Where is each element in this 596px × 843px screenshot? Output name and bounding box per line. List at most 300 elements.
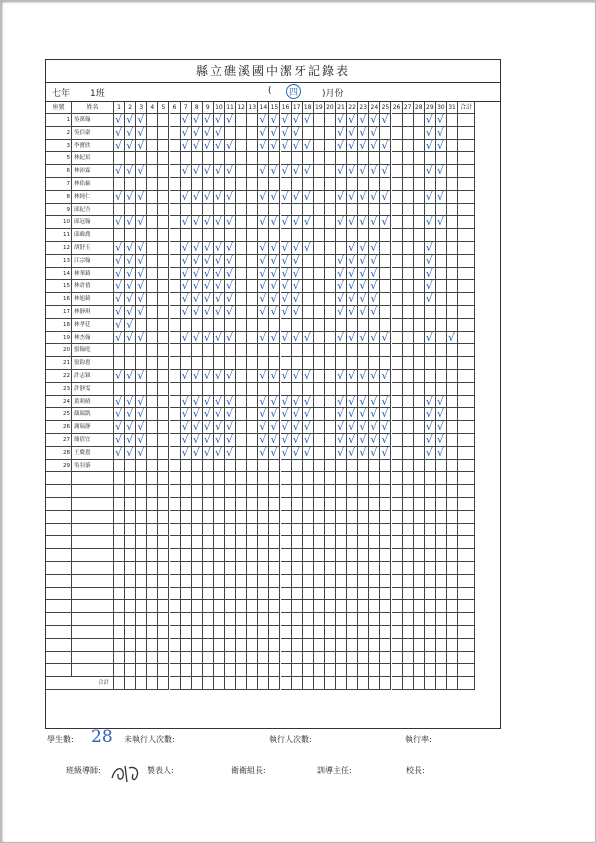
total-cell	[292, 677, 303, 690]
check-mark: √	[303, 215, 311, 229]
check-mark: √	[126, 164, 134, 178]
day-cell	[236, 370, 247, 383]
day-cell	[247, 293, 258, 306]
header-day: 19	[314, 102, 325, 114]
day-cell	[403, 511, 414, 524]
day-cell	[403, 204, 414, 217]
day-cell	[136, 498, 147, 511]
day-cell	[369, 332, 380, 345]
day-cell	[358, 588, 369, 601]
total-cell	[336, 677, 347, 690]
teacher-label: 班級導師:	[66, 766, 101, 775]
day-cell	[292, 114, 303, 127]
day-cell	[225, 421, 236, 434]
day-cell	[403, 293, 414, 306]
day-cell	[447, 357, 458, 370]
day-cell	[181, 652, 192, 665]
day-cell	[214, 460, 225, 473]
day-cell	[214, 216, 225, 229]
day-cell	[347, 114, 358, 127]
day-cell	[303, 549, 314, 562]
day-cell	[214, 549, 225, 562]
day-cell	[325, 524, 336, 537]
check-mark: √	[181, 279, 189, 293]
check-mark: √	[359, 292, 367, 306]
day-cell	[403, 191, 414, 204]
day-cell	[447, 268, 458, 281]
check-mark: √	[126, 215, 134, 229]
day-cell	[192, 588, 203, 601]
day-cell	[403, 306, 414, 319]
day-cell	[414, 204, 425, 217]
check-mark: √	[137, 394, 145, 408]
day-cell	[269, 293, 280, 306]
check-mark: √	[137, 292, 145, 306]
day-cell	[114, 421, 125, 434]
day-cell	[281, 255, 292, 268]
header-day: 10	[214, 102, 225, 114]
day-cell	[325, 626, 336, 639]
check-mark: √	[381, 189, 389, 203]
day-cell	[203, 639, 214, 652]
total-cell	[247, 677, 258, 690]
check-mark: √	[181, 394, 189, 408]
day-cell	[325, 536, 336, 549]
day-cell	[347, 447, 358, 460]
check-mark: √	[203, 253, 211, 267]
check-mark: √	[137, 279, 145, 293]
day-cell	[347, 460, 358, 473]
day-cell	[336, 242, 347, 255]
day-cell	[358, 511, 369, 524]
day-cell	[403, 549, 414, 562]
check-mark: √	[259, 279, 267, 293]
day-cell	[358, 421, 369, 434]
header-day: 17	[292, 102, 303, 114]
day-cell	[236, 255, 247, 268]
day-cell	[325, 191, 336, 204]
check-mark: √	[203, 164, 211, 178]
day-cell	[247, 664, 258, 677]
day-cell	[336, 472, 347, 485]
day-cell	[181, 114, 192, 127]
day-cell	[325, 280, 336, 293]
day-cell	[170, 639, 181, 652]
check-mark: √	[126, 125, 134, 139]
day-cell	[380, 408, 391, 421]
day-cell	[336, 396, 347, 409]
day-cell	[114, 280, 125, 293]
check-mark: √	[348, 394, 356, 408]
check-mark: √	[181, 164, 189, 178]
day-cell	[425, 357, 436, 370]
seat-number	[46, 626, 72, 639]
day-cell	[192, 600, 203, 613]
record-form	[45, 59, 501, 729]
check-mark: √	[303, 164, 311, 178]
day-cell	[347, 319, 358, 332]
day-cell	[225, 652, 236, 665]
class-label: 1班	[90, 89, 105, 99]
day-cell	[269, 127, 280, 140]
day-cell	[136, 613, 147, 626]
day-cell	[403, 626, 414, 639]
day-cell	[192, 178, 203, 191]
day-cell	[358, 204, 369, 217]
check-mark: √	[126, 305, 134, 318]
check-mark: √	[281, 292, 289, 306]
day-cell	[292, 498, 303, 511]
check-mark: √	[181, 253, 189, 267]
day-cell	[303, 268, 314, 281]
day-cell	[314, 408, 325, 421]
total-cell	[314, 677, 325, 690]
day-cell	[247, 447, 258, 460]
check-mark: √	[126, 317, 134, 331]
day-cell	[181, 242, 192, 255]
form-title: 縣立礁溪國中潔牙記錄表	[46, 60, 500, 83]
check-mark: √	[270, 407, 278, 421]
day-cell	[281, 613, 292, 626]
day-cell	[336, 434, 347, 447]
check-mark: √	[425, 253, 433, 267]
day-cell	[225, 447, 236, 460]
day-cell	[136, 306, 147, 319]
day-cell	[269, 460, 280, 473]
day-cell	[436, 332, 447, 345]
day-cell	[303, 536, 314, 549]
check-mark: √	[281, 394, 289, 408]
day-cell	[369, 536, 380, 549]
header-day: 15	[269, 102, 280, 114]
day-cell	[314, 165, 325, 178]
day-cell	[258, 191, 269, 204]
day-cell	[380, 306, 391, 319]
day-cell	[281, 408, 292, 421]
day-cell	[225, 332, 236, 345]
check-mark: √	[192, 164, 200, 178]
day-cell	[247, 114, 258, 127]
day-cell	[181, 562, 192, 575]
day-cell	[425, 280, 436, 293]
check-mark: √	[370, 215, 378, 229]
day-cell	[347, 396, 358, 409]
day-cell	[325, 332, 336, 345]
day-cell	[214, 421, 225, 434]
day-cell	[170, 114, 181, 127]
check-mark: √	[370, 189, 378, 203]
day-cell	[125, 191, 136, 204]
check-mark: √	[126, 445, 134, 459]
day-cell	[125, 229, 136, 242]
day-cell	[458, 306, 475, 319]
day-cell	[158, 357, 169, 370]
day-cell	[336, 549, 347, 562]
day-cell	[414, 229, 425, 242]
day-cell	[403, 600, 414, 613]
day-cell	[436, 370, 447, 383]
check-mark: √	[226, 253, 234, 267]
day-cell	[269, 498, 280, 511]
day-cell	[258, 344, 269, 357]
day-cell	[414, 396, 425, 409]
day-cell	[136, 575, 147, 588]
day-cell	[181, 434, 192, 447]
day-cell	[292, 600, 303, 613]
day-cell	[436, 268, 447, 281]
day-cell	[247, 549, 258, 562]
seat-number: 9	[46, 204, 72, 217]
day-cell	[358, 639, 369, 652]
day-cell	[292, 293, 303, 306]
day-cell	[225, 434, 236, 447]
day-cell	[380, 165, 391, 178]
day-cell	[114, 472, 125, 485]
day-cell	[314, 204, 325, 217]
day-cell	[181, 319, 192, 332]
health-label: 衛衛組長:	[231, 766, 266, 775]
day-cell	[247, 204, 258, 217]
check-mark: √	[214, 125, 222, 139]
day-cell	[458, 421, 475, 434]
day-cell	[425, 575, 436, 588]
check-mark: √	[192, 189, 200, 203]
day-cell	[181, 396, 192, 409]
day-cell	[347, 664, 358, 677]
check-mark: √	[137, 215, 145, 229]
day-cell	[314, 639, 325, 652]
day-cell	[281, 293, 292, 306]
day-cell	[425, 165, 436, 178]
day-cell	[236, 280, 247, 293]
day-cell	[203, 434, 214, 447]
day-cell	[358, 549, 369, 562]
day-cell	[247, 421, 258, 434]
check-mark: √	[126, 279, 134, 293]
day-cell	[414, 165, 425, 178]
student-name	[72, 626, 114, 639]
student-name	[72, 536, 114, 549]
header-day: 16	[281, 102, 292, 114]
day-cell	[336, 639, 347, 652]
day-cell	[170, 447, 181, 460]
day-cell	[425, 191, 436, 204]
day-cell	[136, 178, 147, 191]
day-cell	[269, 370, 280, 383]
day-cell	[347, 370, 358, 383]
day-cell	[192, 562, 203, 575]
day-cell	[170, 204, 181, 217]
student-name: 林紀瑄	[72, 152, 114, 165]
day-cell	[358, 319, 369, 332]
check-mark: √	[370, 394, 378, 408]
check-mark: √	[370, 253, 378, 267]
day-cell	[158, 472, 169, 485]
day-cell	[114, 332, 125, 345]
seat-number	[46, 575, 72, 588]
header-name: 姓名	[72, 102, 114, 114]
day-cell	[158, 562, 169, 575]
check-mark: √	[292, 189, 300, 203]
day-cell	[258, 127, 269, 140]
day-cell	[325, 434, 336, 447]
day-cell	[447, 344, 458, 357]
day-cell	[281, 344, 292, 357]
day-cell	[447, 639, 458, 652]
day-cell	[281, 588, 292, 601]
day-cell	[269, 472, 280, 485]
day-cell	[114, 191, 125, 204]
day-cell	[403, 280, 414, 293]
check-mark: √	[348, 445, 356, 459]
check-mark: √	[270, 445, 278, 459]
day-cell	[436, 140, 447, 153]
day-cell	[136, 549, 147, 562]
day-cell	[269, 511, 280, 524]
day-cell	[314, 536, 325, 549]
day-cell	[281, 140, 292, 153]
total-cell	[125, 677, 136, 690]
seat-number: 13	[46, 255, 72, 268]
day-cell	[247, 332, 258, 345]
day-cell	[269, 114, 280, 127]
day-cell	[236, 306, 247, 319]
seat-number: 15	[46, 280, 72, 293]
day-cell	[147, 396, 158, 409]
check-mark: √	[425, 189, 433, 203]
day-cell	[269, 152, 280, 165]
month-value: 四	[286, 84, 301, 99]
seat-number	[46, 511, 72, 524]
day-cell	[414, 293, 425, 306]
day-cell	[403, 472, 414, 485]
day-cell	[336, 293, 347, 306]
header-day: 4	[147, 102, 158, 114]
day-cell	[214, 114, 225, 127]
check-mark: √	[126, 266, 134, 280]
day-cell	[236, 447, 247, 460]
day-cell	[158, 370, 169, 383]
check-mark: √	[270, 215, 278, 229]
day-cell	[314, 664, 325, 677]
day-cell	[258, 588, 269, 601]
day-cell	[292, 140, 303, 153]
check-mark: √	[436, 138, 444, 152]
header-day: 2	[125, 102, 136, 114]
day-cell	[380, 613, 391, 626]
day-cell	[136, 127, 147, 140]
total-cell	[114, 677, 125, 690]
day-cell	[147, 140, 158, 153]
day-cell	[303, 178, 314, 191]
day-cell	[336, 652, 347, 665]
day-cell	[303, 485, 314, 498]
check-mark: √	[259, 369, 267, 382]
check-mark: √	[381, 215, 389, 229]
day-cell	[325, 511, 336, 524]
day-cell	[214, 229, 225, 242]
day-cell	[380, 664, 391, 677]
day-cell	[147, 485, 158, 498]
day-cell	[203, 664, 214, 677]
day-cell	[203, 447, 214, 460]
check-mark: √	[337, 113, 345, 126]
day-cell	[447, 447, 458, 460]
day-cell	[181, 524, 192, 537]
day-cell	[403, 396, 414, 409]
day-cell	[192, 421, 203, 434]
day-cell	[125, 306, 136, 319]
day-cell	[392, 447, 403, 460]
day-cell	[114, 319, 125, 332]
day-cell	[369, 268, 380, 281]
day-cell	[236, 165, 247, 178]
day-cell	[203, 588, 214, 601]
day-cell	[247, 191, 258, 204]
day-cell	[203, 191, 214, 204]
day-cell	[114, 357, 125, 370]
day-cell	[114, 485, 125, 498]
day-cell	[125, 344, 136, 357]
header-day: 30	[436, 102, 447, 114]
check-mark: √	[115, 215, 123, 229]
day-cell	[147, 280, 158, 293]
day-cell	[436, 293, 447, 306]
day-cell	[403, 344, 414, 357]
day-cell	[114, 408, 125, 421]
day-cell	[281, 357, 292, 370]
day-cell	[314, 370, 325, 383]
day-cell	[347, 613, 358, 626]
day-cell	[303, 127, 314, 140]
day-cell	[458, 114, 475, 127]
day-cell	[403, 114, 414, 127]
day-cell	[380, 191, 391, 204]
check-mark: √	[259, 125, 267, 139]
day-cell	[325, 216, 336, 229]
day-cell	[292, 421, 303, 434]
check-mark: √	[381, 394, 389, 408]
day-cell	[358, 370, 369, 383]
day-cell	[425, 562, 436, 575]
day-cell	[225, 229, 236, 242]
check-mark: √	[337, 369, 345, 382]
day-cell	[414, 242, 425, 255]
check-mark: √	[370, 241, 378, 254]
day-cell	[336, 536, 347, 549]
day-cell	[392, 511, 403, 524]
day-cell	[225, 588, 236, 601]
check-mark: √	[126, 253, 134, 267]
day-cell	[425, 152, 436, 165]
day-cell	[247, 152, 258, 165]
day-cell	[369, 588, 380, 601]
day-cell	[292, 370, 303, 383]
seat-number: 6	[46, 165, 72, 178]
check-mark: √	[226, 279, 234, 293]
day-cell	[181, 536, 192, 549]
day-cell	[392, 114, 403, 127]
check-mark: √	[137, 445, 145, 459]
day-cell	[314, 562, 325, 575]
student-name: 胡舒玉	[72, 242, 114, 255]
check-mark: √	[192, 279, 200, 293]
check-mark: √	[270, 330, 278, 344]
check-mark: √	[259, 241, 267, 254]
student-name	[72, 562, 114, 575]
day-cell	[225, 396, 236, 409]
day-cell	[258, 664, 269, 677]
